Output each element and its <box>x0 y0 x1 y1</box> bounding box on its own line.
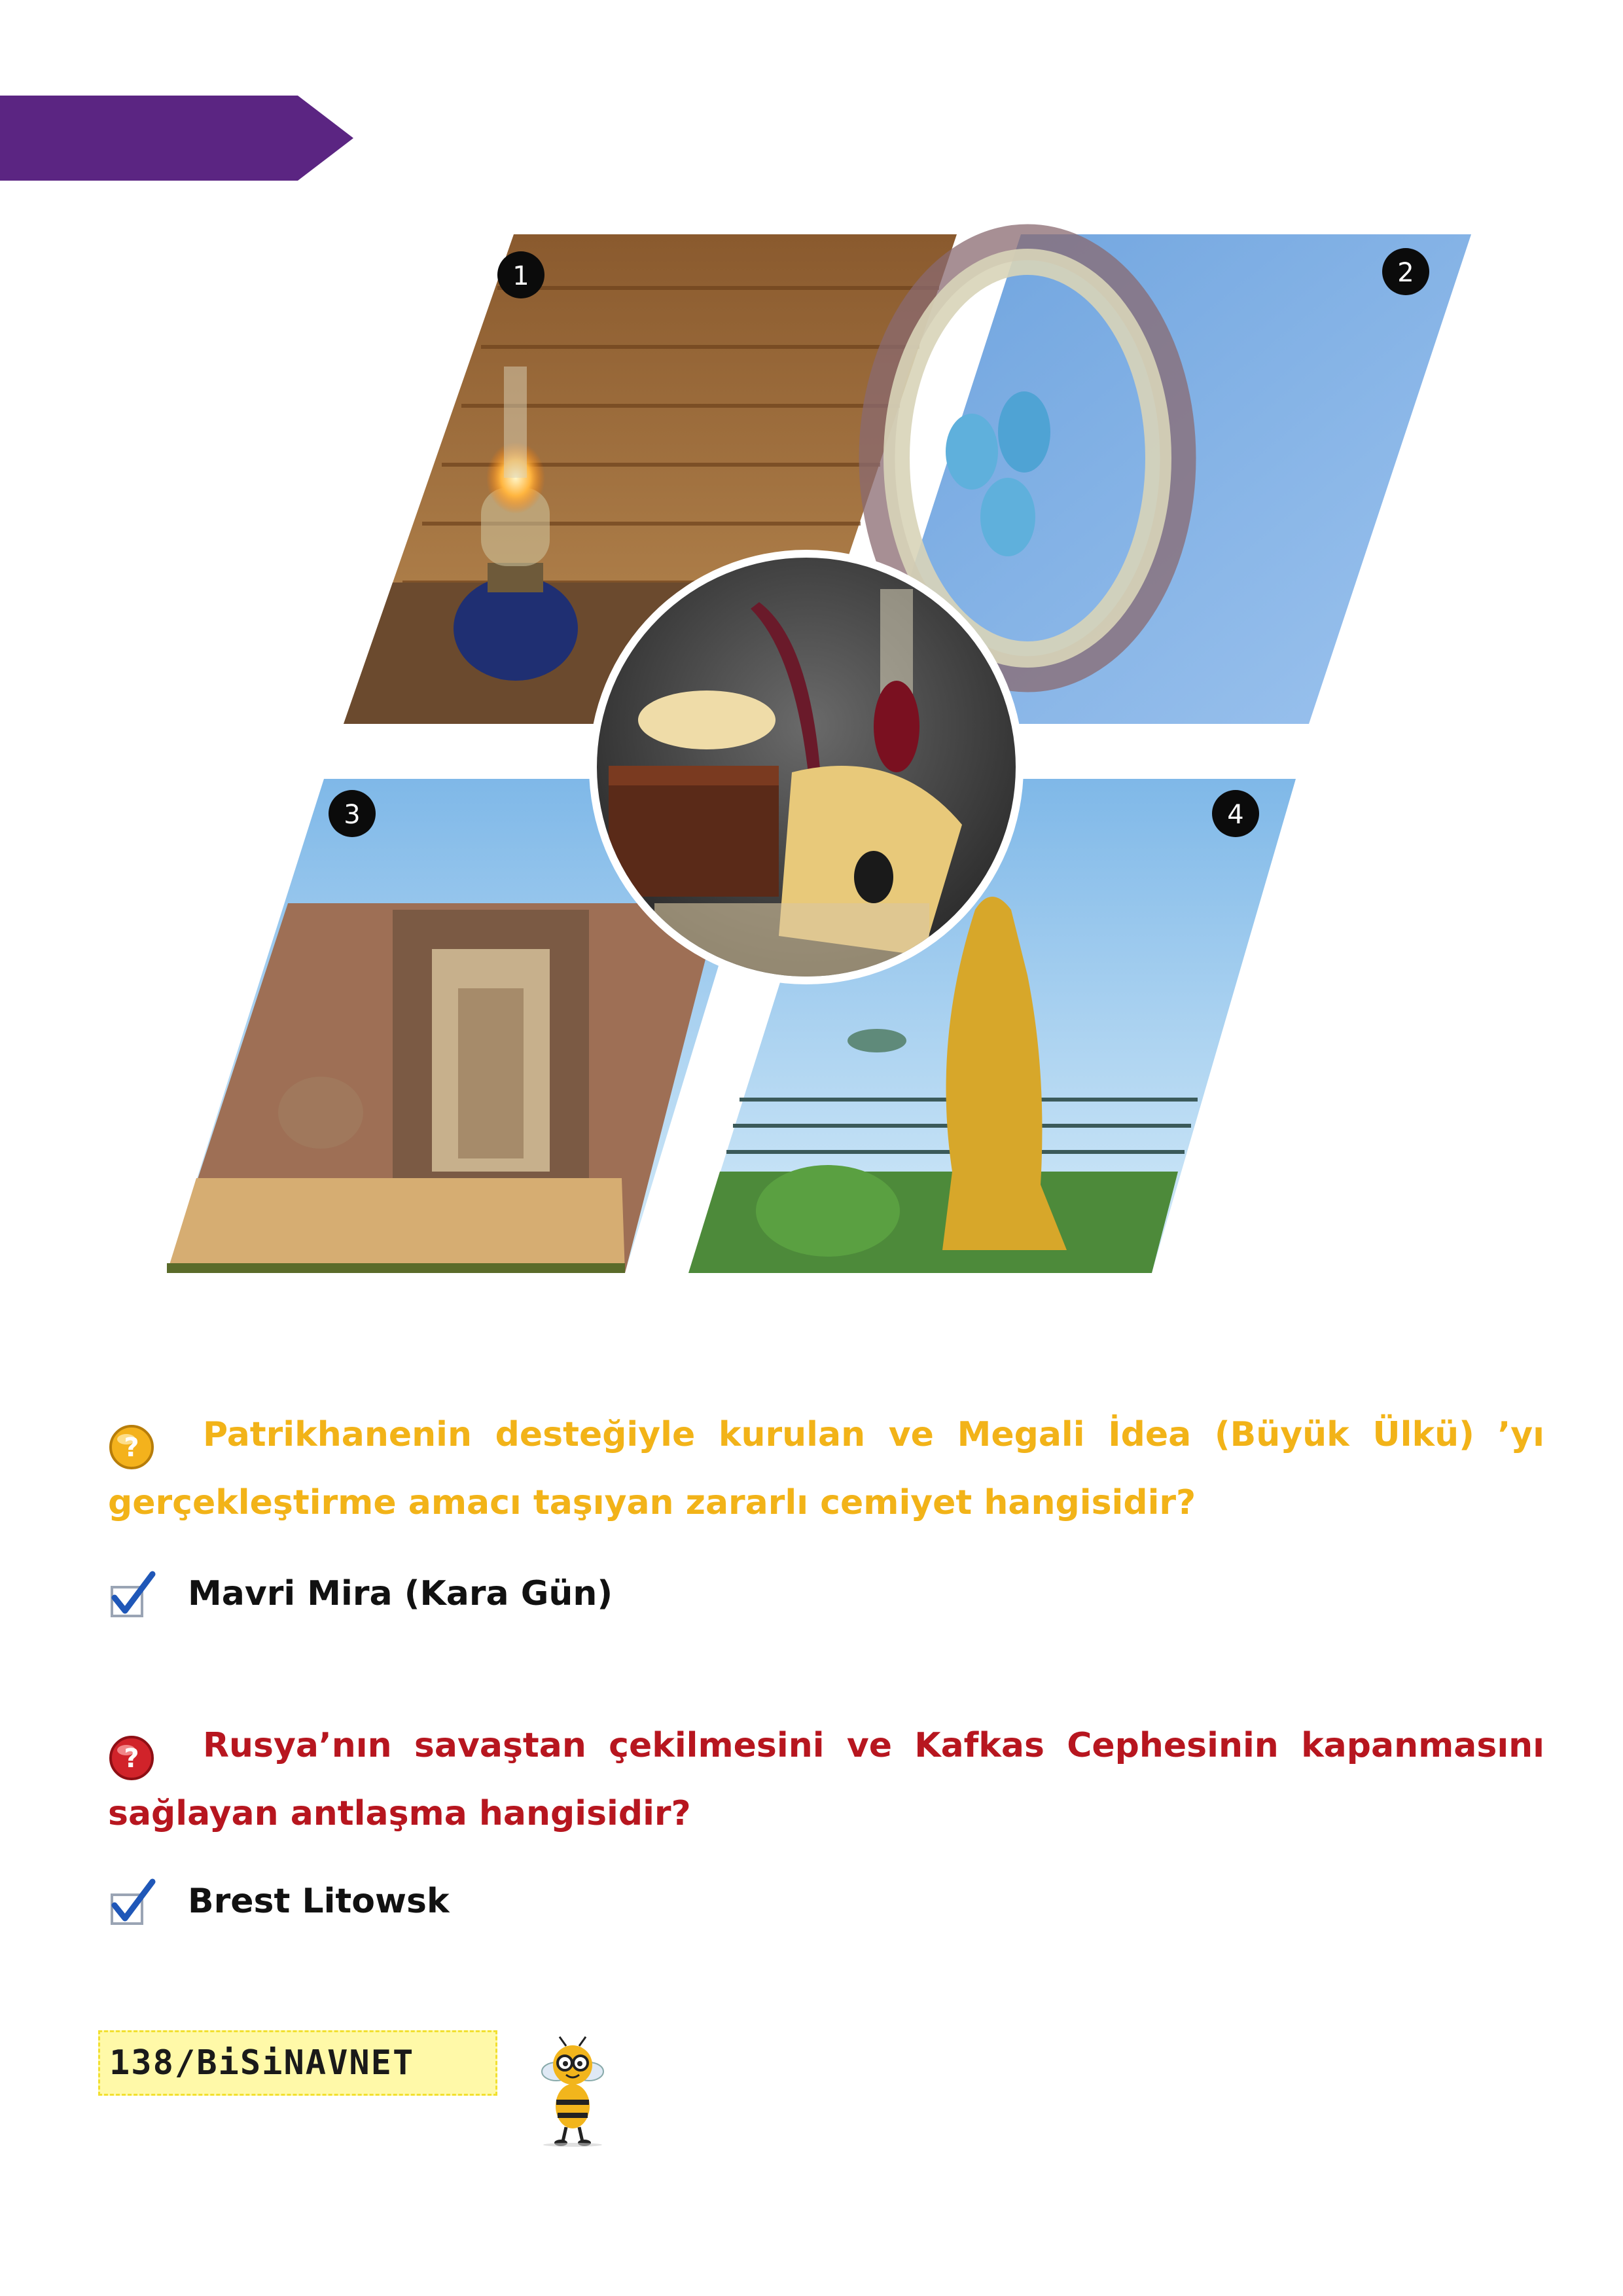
page-number-text: 138/BiSiNAVNET <box>109 2043 415 2083</box>
svg-text:?: ? <box>124 1744 139 1774</box>
answer-1 <box>108 1568 613 1620</box>
answer-1-text: Mavri Mira (Kara Gün) <box>188 1574 613 1613</box>
answer-2 <box>108 1875 450 1928</box>
question-2 <box>108 1712 1544 1848</box>
bee-mascot-icon <box>530 2036 615 2147</box>
svg-text:?: ? <box>124 1433 139 1463</box>
answer-2-text: Brest Litowsk <box>188 1882 450 1921</box>
badge-1 <box>497 251 544 298</box>
question-1-text: Patrikhanenin desteğiyle kurulan ve Megali İdea (Büyük Ülkü) ’yı gerçekleştirme amacı taşıyan zararlı cemiyet hangisidir? <box>108 1415 1544 1522</box>
question-2-text: Rusya’nın savaştan çekilmesini ve Kafkas Cephesinin kapanmasını sağlayan antlaşma hangisidir? <box>108 1726 1544 1833</box>
badge-3 <box>329 790 376 837</box>
svg-text:2: 2 <box>1397 258 1414 288</box>
question-1 <box>108 1401 1544 1537</box>
checkmark-icon <box>108 1568 160 1620</box>
svg-text:3: 3 <box>344 800 361 830</box>
checkmark-icon <box>108 1875 160 1928</box>
page-number-label <box>98 2030 497 2096</box>
svg-text:1: 1 <box>512 261 529 291</box>
badge-2 <box>1382 248 1429 295</box>
badge-4 <box>1212 790 1259 837</box>
svg-text:4: 4 <box>1227 800 1244 830</box>
